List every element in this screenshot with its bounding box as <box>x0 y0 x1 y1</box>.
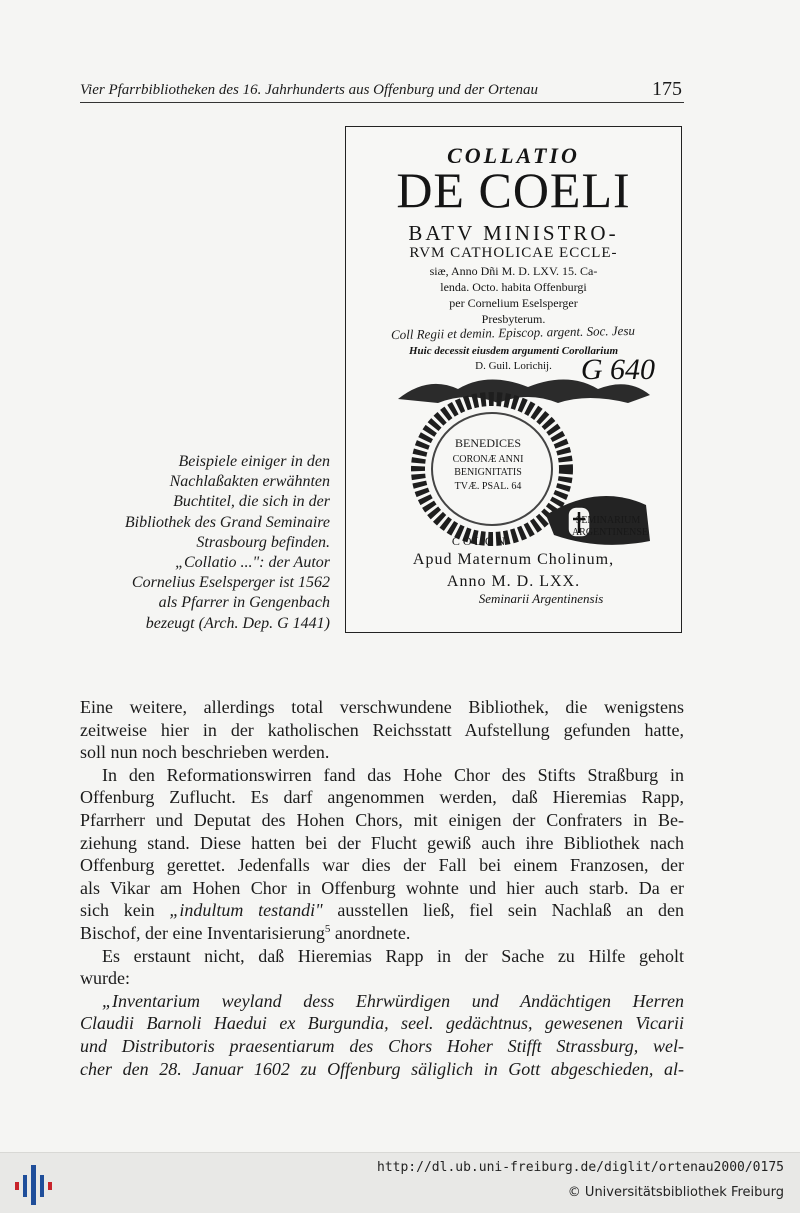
caption-line: Nachlaßakten erwähnten <box>169 473 330 491</box>
imprint-printer: Apud Maternum Cholinum, <box>412 551 615 568</box>
caption-line: Strasbourg befinden. <box>196 533 330 551</box>
title-line-lorichius: D. Guil. Lorichij. <box>475 360 552 372</box>
stamp-seminarium: SEMINARIUM <box>575 515 641 526</box>
quote-line: „Inventarium weyland dess Ehrwürdigen und Andächtigen Herren <box>102 990 684 1011</box>
emblem-benignitatis: BENIGNITATIS <box>454 467 522 478</box>
footnote-reference: 5 <box>324 922 331 935</box>
body-line: Pfarrherr und Deputat des Hohen Chors, mit einigen der Confraters in Be- <box>80 809 684 830</box>
title-line-collatio: COLLATIO <box>447 143 580 168</box>
figure-caption <box>86 452 330 634</box>
copyright-notice: © Universitätsbibliothek Freiburg <box>567 1185 784 1200</box>
body-line: Offenburg gerettet. Jedenfalls war dies der Fall bei einem Franzosen, der <box>80 855 684 876</box>
permalink-url[interactable]: http://dl.ub.uni-freiburg.de/diglit/ortenau2000/0175 <box>377 1160 784 1175</box>
body-text <box>80 696 684 1080</box>
running-header <box>80 78 684 103</box>
body-line: soll nun noch beschrieben werden. <box>80 742 330 763</box>
quote-line: cher den 28. Januar 1602 zu Offenburg säliglich in Gott abgeschieden, al- <box>80 1058 684 1079</box>
title-line-catholicae: RVM CATHOLICAE ECCLE- <box>409 245 618 261</box>
title-line-corollarium: Huic decessit eiusdem argumenti Corollarium <box>408 345 619 357</box>
title-line-offenburgi: lenda. Octo. habita Offenburgi <box>440 280 587 294</box>
caption-line: Cornelius Eselsperger ist 1562 <box>131 574 330 592</box>
colophon-colon: COLON <box>451 534 509 548</box>
body-text-run: sich kein <box>80 900 170 921</box>
handwritten-ownership-note: Coll Regii et demin. Episcop. argent. Soc. Jesu <box>390 322 636 343</box>
running-title: Vier Pfarrbibliotheken des 16. Jahrhunderts aus Offenburg und der Ortenau <box>80 82 539 98</box>
emblem-psal: TVÆ. PSAL. 64 <box>454 481 522 492</box>
body-text-run: anordnete. <box>330 922 411 943</box>
body-line <box>80 922 684 945</box>
body-line: Es erstaunt nicht, daß Hieremias Rapp in der Sache zu Hilfe geholt <box>102 945 684 966</box>
body-line: zeitweise hier in der katholischen Reichsstatt Aufstellung gefunden hatte, <box>80 719 684 740</box>
title-line-de-coeli: DE COELI <box>396 162 631 218</box>
title-line-anno: siæ, Anno Dñi M. D. LXV. 15. Ca- <box>429 264 598 278</box>
caption-line: bezeugt (Arch. Dep. G 1441) <box>145 614 330 632</box>
handwritten-shelfmark: G 640 <box>580 353 655 386</box>
emblem-coronae: CORONÆ ANNI <box>452 454 524 465</box>
book-title-page-image <box>345 126 682 633</box>
page-number: 175 <box>652 78 682 100</box>
emblem-benedices: BENEDICES <box>455 436 521 450</box>
italic-term: „indultum testandi" <box>169 900 323 921</box>
printers-emblem-vignette <box>388 365 668 557</box>
stamp-argentinense: ARGENTINENSE <box>571 527 649 538</box>
body-line <box>80 899 684 922</box>
body-text-run: ausstellen ließ, fiel sein Nachlaß an den <box>322 900 684 921</box>
imprint-year: Anno M. D. LXX. <box>446 573 581 590</box>
title-line-batu: BATV MINISTRO- <box>408 221 619 245</box>
caption-line: Buchtitel, die sich in der <box>173 493 330 511</box>
body-line: In den Reformationswirren fand das Hohe Chor des Stifts Straßburg in <box>102 764 684 785</box>
caption-line: „Collatio ...": der Autor <box>175 554 330 572</box>
title-line-author: per Cornelium Eselsperger <box>449 296 578 310</box>
body-line: wurde: <box>80 968 130 989</box>
body-line: Offenburg Zuflucht. Es darf angenommen werden, daß Hieremias Rapp, <box>80 787 684 808</box>
quote-line: Claudii Barnoli Haedui ex Burgundia, seel. gedächtnus, gewesenen Vicarii <box>80 1013 684 1034</box>
caption-line: Beispiele einiger in den <box>178 453 330 470</box>
caption-line: als Pfarrer in Gengenbach <box>158 594 330 612</box>
body-line: ziehung stand. Diese hatten bei der Flucht gewiß auch ihre Bibliothek nach <box>80 832 684 853</box>
body-line: als Vikar am Hohen Chor in Offenburg wohnte und hier auch starb. Da er <box>80 877 684 898</box>
viewer-footer <box>0 1152 800 1213</box>
handwritten-provenance: Seminarii Argentinensis <box>478 591 604 606</box>
quote-line: und Distributoris praesentiarum des Chors Hoher Stifft Strassburg, wel- <box>80 1035 684 1056</box>
title-line-presbyterum: Presbyterum. <box>481 312 546 326</box>
body-line: Eine weitere, allerdings total verschwundene Bibliothek, die wenigstens <box>80 697 684 717</box>
library-logo-icon <box>12 1163 56 1207</box>
body-text-run: Bischof, der eine Inventarisierung <box>80 922 325 943</box>
caption-line: Bibliothek des Grand Seminaire <box>124 513 330 531</box>
